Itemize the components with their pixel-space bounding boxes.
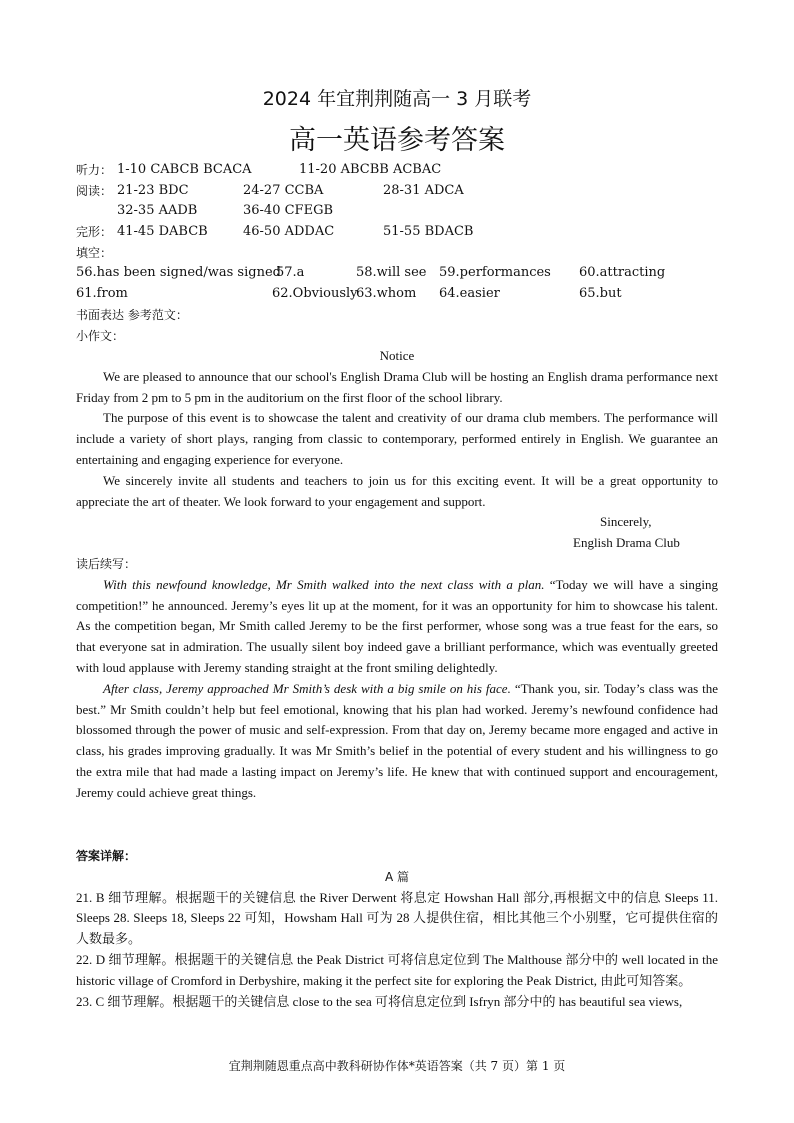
- continuation-p2-body: “Thank you, sir. Today’s class was the best.” Mr Smith couldn’t help but feel emotional, knowing that his plan had worked. Jeremy’s newfound confidence had blossomed through the power of music and self-expression. From that day on, Jeremy became more engaged and active in class, his grades improving gradually. It was Mr Smith’s belief in the potential of every student and his willingness to go the extra mile that had made a lasting impact on Jeremy’s life. He knew that with continued support and encouragement, Jeremy could achieve great things.: [76, 680, 718, 800]
- reading-a: 21-23 BDC: [117, 182, 189, 198]
- answer-64: 64.easier: [439, 286, 500, 302]
- listening-label: 听力：: [76, 163, 113, 177]
- reading-label: 阅读：: [76, 183, 113, 198]
- fill-row-1: [76, 263, 736, 284]
- answer-57: 57.a: [276, 265, 305, 281]
- writing-label: 书面表达 参考范文：: [76, 307, 188, 322]
- cloze-b: 46-50 ADDAC: [243, 224, 335, 240]
- detail-q22: 22. D 细节理解。根据题干的关键信息 the Peak District 可将信息定位到 The Malthouse 部分中的 well located in the historic village of Cromford in Derbyshire, making it the perfect site for exploring the Peak District, 由此可知答案。: [76, 951, 718, 988]
- notice-paragraph-3: We sincerely invite all students and teachers to join us for this exciting event. It will be a great opportunity to appreciate the art of theater. We look forward to your engagement and support.: [76, 472, 718, 509]
- listening-part1: 1-10 CABCB BCACA: [117, 162, 252, 177]
- notice-paragraph-2: The purpose of this event is to showcase the talent and creativity of our drama club members. The performance will include a variety of short plays, ranging from classic to contemporary, performed entirely in English. We guarantee an entertaining and engaging experience for everyone.: [76, 410, 718, 467]
- cloze-label: 完形：: [76, 225, 113, 240]
- answer-58: 58.will see: [356, 265, 427, 281]
- answer-62: 62.Obviously: [272, 286, 358, 302]
- continuation-p2-opening: After class, Jeremy approached Mr Smith’s desk with a big smile on his face.: [103, 680, 511, 696]
- reading-d: 32-35 AADB: [117, 203, 198, 219]
- reading-b: 24-27 CCBA: [243, 182, 324, 198]
- detail-q23: 23. C 细节理解。根据题干的关键信息 close to the sea 可将信息定位到 Isfryn 部分中的 has beautiful sea views,: [76, 993, 683, 1009]
- exam-title: 2024 年宜荆荆随高一 3 月联考: [262, 88, 532, 110]
- reading-c: 28-31 ADCA: [383, 182, 464, 198]
- short-essay-label: 小作文：: [76, 328, 125, 343]
- notice-title: Notice: [379, 348, 415, 363]
- answer-list: [76, 160, 736, 346]
- continuation-p1-body: “Today we will have a singing competition!” he announced. Jeremy’s eyes lit up at the moment, for it was an opportunity for him to showcase his talent. As the competition began, Mr Smith called Jeremy to be the first performer, whose song was a true feast for the ears, so that everyone sat in admiration. The usually silent boy indeed gave a brilliant performance, which was eventually greeted with loud applause with Jeremy standing straight at the front smiling delightedly.: [76, 576, 718, 675]
- answer-63: 63.whom: [356, 286, 417, 302]
- reading-row-1: [76, 181, 736, 202]
- short-label-row: [76, 326, 736, 347]
- section-a-heading: A 篇: [384, 869, 410, 884]
- cloze-a: 41-45 DABCB: [117, 224, 208, 240]
- cloze-c: 51-55 BDACB: [383, 224, 474, 240]
- continuation-label: 读后续写：: [76, 556, 137, 571]
- continuation-paragraph-2: [76, 679, 718, 804]
- answer-60: 60.attracting: [579, 265, 666, 281]
- answer-59: 59.performances: [439, 265, 551, 281]
- fill-row-2: [76, 284, 736, 305]
- page-title: 高一英语参考答案: [289, 125, 505, 156]
- listening-part2: 11-20 ABCBB ACBAC: [299, 162, 442, 177]
- answer-details: [76, 846, 718, 1012]
- notice-signature: English Drama Club: [573, 535, 680, 551]
- page-footer: 宜荆荆随恩重点高中教科研协作体*英语答案（共 7 页）第 1 页: [228, 1059, 566, 1073]
- cloze-row: [76, 222, 736, 243]
- reading-e: 36-40 CFEGB: [243, 203, 334, 219]
- fill-label: 填空：: [76, 245, 113, 260]
- continuation-p1-opening: With this newfound knowledge, Mr Smith walked into the next class with a plan.: [103, 576, 545, 592]
- detail-q21: 21. B 细节理解。根据题干的关键信息 the River Derwent 将息定 Howshan Hall 部分,再根据文中的信息 Sleeps 11. Sleeps 28. Sleeps 18, Sleeps 22 可知，Howsham Hall 可为 28 人提供住宿，相比其他三个小别墅，它可提供住宿的人数最多。: [76, 889, 718, 947]
- notice-paragraph-1: We are pleased to announce that our school's English Drama Club will be hosting an English drama performance next Friday from 2 pm to 5 pm in the auditorium on the first floor of the school library.: [76, 368, 718, 405]
- reading-row-2: [76, 201, 736, 222]
- answer-65: 65.but: [579, 286, 622, 302]
- details-heading: 答案详解：: [76, 849, 137, 863]
- sample-essays: [76, 346, 718, 804]
- listening-row: [76, 160, 736, 181]
- continuation-paragraph-1: [76, 575, 718, 679]
- answer-56: 56.has been signed/was signed: [76, 265, 281, 281]
- writing-label-row: [76, 305, 736, 326]
- fill-label-row: [76, 243, 736, 264]
- notice-closing: Sincerely,: [600, 514, 652, 530]
- answer-61: 61.from: [76, 286, 128, 302]
